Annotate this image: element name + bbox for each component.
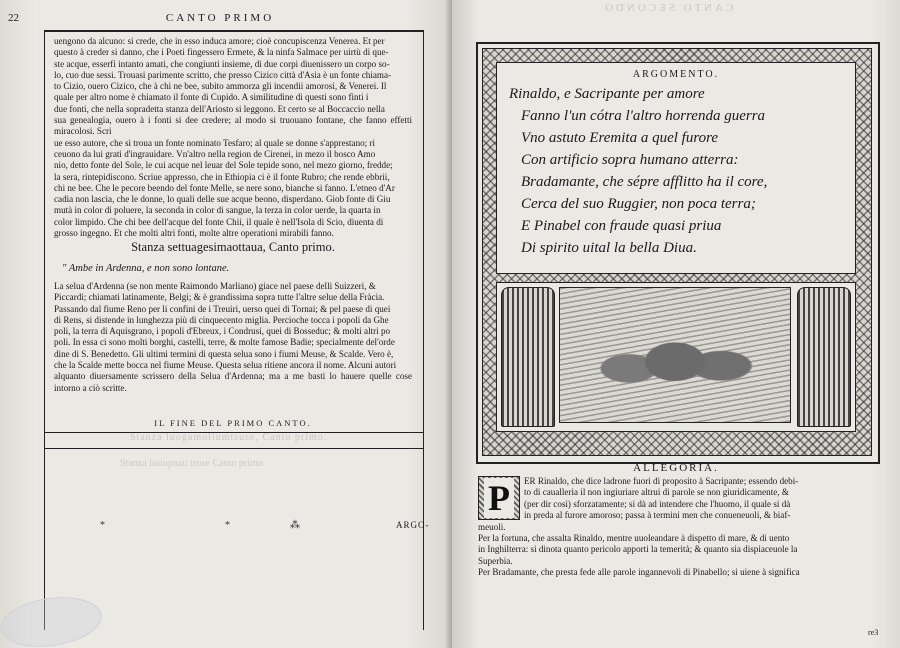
verse-line: Vno astuto Eremita a quel furore — [521, 130, 719, 146]
text-line: di Rens, si distende in lunghezza più di cinquecento miglia. Percioche tocca i popoli da Ghe — [54, 314, 389, 325]
text-line: ste acque, esserfi intanto amati, che congiunti insieme, di due corpi diuenissero un corpo so- — [54, 58, 390, 69]
text-line: poli. In essa ci sono molti borghi, castelli, terre, & molte famose Badie; specialmente del'orde — [54, 337, 395, 348]
folio-number: 22 — [8, 12, 19, 24]
text-line: color limpido. Che chi bee dell'acque del fonte Chii, il quale è nell'Isola di Scio, diuenta di — [54, 216, 384, 227]
second-rule — [44, 448, 424, 449]
text-line: quale per altro nome è chiamato il fonte di Cupido. A similitudine di questi sono finti i — [54, 92, 369, 103]
text-line: grosso ingegno. Et che molti altri fonti, molte altre operationi mirabili fanno. — [54, 228, 334, 239]
text-line: Superbia. — [478, 555, 513, 566]
ornament-mark: ⁂ — [290, 520, 300, 531]
text-line: lo, cuo due sessi. Trouasi parimente scritto, che presso Cizico città d'Asia è un fonte chiama- — [54, 69, 392, 80]
decorated-initial: P — [478, 476, 520, 520]
closing-line: IL FINE DEL PRIMO CANTO. — [154, 418, 312, 428]
text-line: alquanto diuersamente scrissero della Selua d'Ardenna; ma a me basti lo hauere quelle cose intorno a ciò scritte. — [54, 371, 412, 393]
text-line: mutà in color di poluere, la seconda in color di sangue, la terza in color uerde, la quarta in — [54, 205, 381, 216]
battle-scene-illustration — [559, 287, 791, 423]
text-line: ceuono da lui grati d'ingrauidare. Vn'altro nella region de Cirenei, in mezo il bosco Amo — [54, 148, 376, 159]
text-line: nio, detto fonte del Sole, le cui acque nel leuar del Sole tepide sono, nel mezo giorno, fredde; — [54, 160, 393, 171]
argomento-verses — [509, 83, 849, 259]
left-page-header — [8, 12, 432, 28]
ornament-mark: * — [100, 520, 105, 531]
signature-mark: re3 — [868, 628, 879, 637]
show-through-heading: CANTO SECONDO — [602, 2, 734, 14]
text-line: due fonti, che nella sopradetta stanza dell'Ariosto si leggono. Et certo se al Boccaccio nella — [54, 103, 385, 114]
text-line: La selua d'Ardenna (se non mente Raimondo Marliano) giace nel paese delli Suizzeri, & — [54, 281, 376, 291]
stanza-heading: Stanza settuagesimaottaua, Canto primo. — [131, 240, 335, 254]
right-page — [452, 0, 900, 648]
show-through-text-2: Stanza lasiupnau tsuse Canto primo. — [120, 458, 266, 469]
verse-line: E Pinabel con fraude quasi priua — [521, 218, 722, 234]
text-line: meuoli. — [478, 521, 506, 532]
text-line: Per la fortuna, che assalta Rinaldo, mentre uuoleandare à dispetto di mare, & di uento — [478, 533, 790, 544]
verse-line: Rinaldo, e Sacripante per amore — [509, 86, 705, 102]
text-line: poli, la terra di Aquisgrano, i popoli d'Ebreux, i Condrusi, quei di Bosseduc; & molti altri po — [54, 326, 391, 337]
text-line: Piccardi; chiamati latinamente, Belgi; & è grandissima sopra tutte l'altre selue della Fràcia. — [54, 292, 385, 303]
argomento-box — [496, 62, 856, 274]
text-line: Per Bradamante, che presta fede alle parole ingannevoli di Pinabello; si uiene à significa — [478, 567, 800, 578]
text-line: che la Scalde mette bocca nel fiume Meuse. Questa selua ritiene ancora il nome. Alcuni autori — [54, 360, 397, 371]
woodcut-vignette — [496, 282, 856, 432]
allegoria-title: ALLEGORIA. — [633, 462, 719, 474]
verse-line: Con artificio sopra humano atterra: — [521, 152, 739, 168]
text-line: cadia non lascia, che le donne, lo quali delle sue acque beono, disperdano. Giob fonte di Giu — [54, 194, 391, 205]
text-line: la sera, rintepidiscono. Scriue appresso, che in Ethiopia ci è il fonte Rubro; che rende ebbrii, — [54, 171, 390, 182]
left-grotesque-ornament — [501, 287, 555, 427]
commentary-text — [54, 36, 412, 239]
catchword: ARGO- — [396, 520, 430, 530]
running-head: CANTO PRIMO — [165, 12, 275, 24]
text-line: chi ne bee. Che le pecore beendo del fonte Melle, se nere sono, bianche si fanno. L'etneo d'Ar — [54, 182, 395, 193]
text-line: to Cizio, ouero Cizico, che à chi ne bee, subito ammorza gli incendii amorosi, & Venerei. Il — [54, 81, 387, 92]
stanza-quote: " Ambe in Ardenna, e non sono lontane. — [62, 263, 230, 274]
text-line: in preda al furore amoroso; passa à termini men che conueneuoli, & biaf- — [524, 510, 791, 521]
verse-line: Cerca del suo Ruggier, non poca terra; — [521, 196, 756, 212]
text-line: in Inghilterra: si dinota quanto pericolo apporti la temerità; & quanto sia dispiaceuole la — [478, 544, 798, 555]
right-grotesque-ornament — [797, 287, 851, 427]
verse-line: Bradamante, che sépre afflitto ha il core, — [521, 174, 768, 190]
text-line: sua genealogia, ouero à i fonti si dee credere; al modo si truouano fontane, che fanno effetti miracolosi. Scri — [54, 115, 412, 137]
verse-line: Di spirito uital la bella Diua. — [521, 240, 697, 256]
show-through-text: Stanza luogamoliumtsuse, Canto primo. — [130, 432, 328, 443]
text-line: uengono da alcuno: si crede, che in esso induca amore; cioè concupiscenza Venerea. Et per — [54, 36, 385, 46]
text-line: (per dir così) sforzatamente; si dà ad intendere che l'huomo, il quale si dà — [524, 498, 791, 509]
text-line: dine di S. Benedetto. Gli ultimi termini di questa selua sono i fiumi Meuse, & Scalde. Vero è, — [54, 348, 394, 359]
text-line: questo à creder si danno, che i Poeti fingessero Ermete, & la ninfa Salmace per uirtù di que- — [54, 47, 389, 58]
text-line: ER Rinaldo, che dice ladrone fuori di proposito à Sacripante; essendo debi- — [524, 476, 799, 486]
text-line: Passando dal fiume Reno per li confini de i Treuiri, uerso quei di Tornai; & pel paese di quei — [54, 303, 391, 314]
text-line: to di caualleria il non ingiuriare altrui di parole se non giuridicamente, & — [524, 487, 789, 498]
argomento-title: ARGOMENTO. — [632, 69, 720, 80]
allegoria-text — [478, 476, 870, 579]
text-line: ue esso autore, che si troua un fonte nominato Tesfaro; al quale se donne s'apprestano; ri — [54, 137, 376, 148]
ardenna-text — [54, 281, 412, 394]
verse-line: Fanno l'un cótra l'altro horrenda guerra — [521, 108, 766, 124]
ornament-mark: * — [225, 520, 230, 531]
